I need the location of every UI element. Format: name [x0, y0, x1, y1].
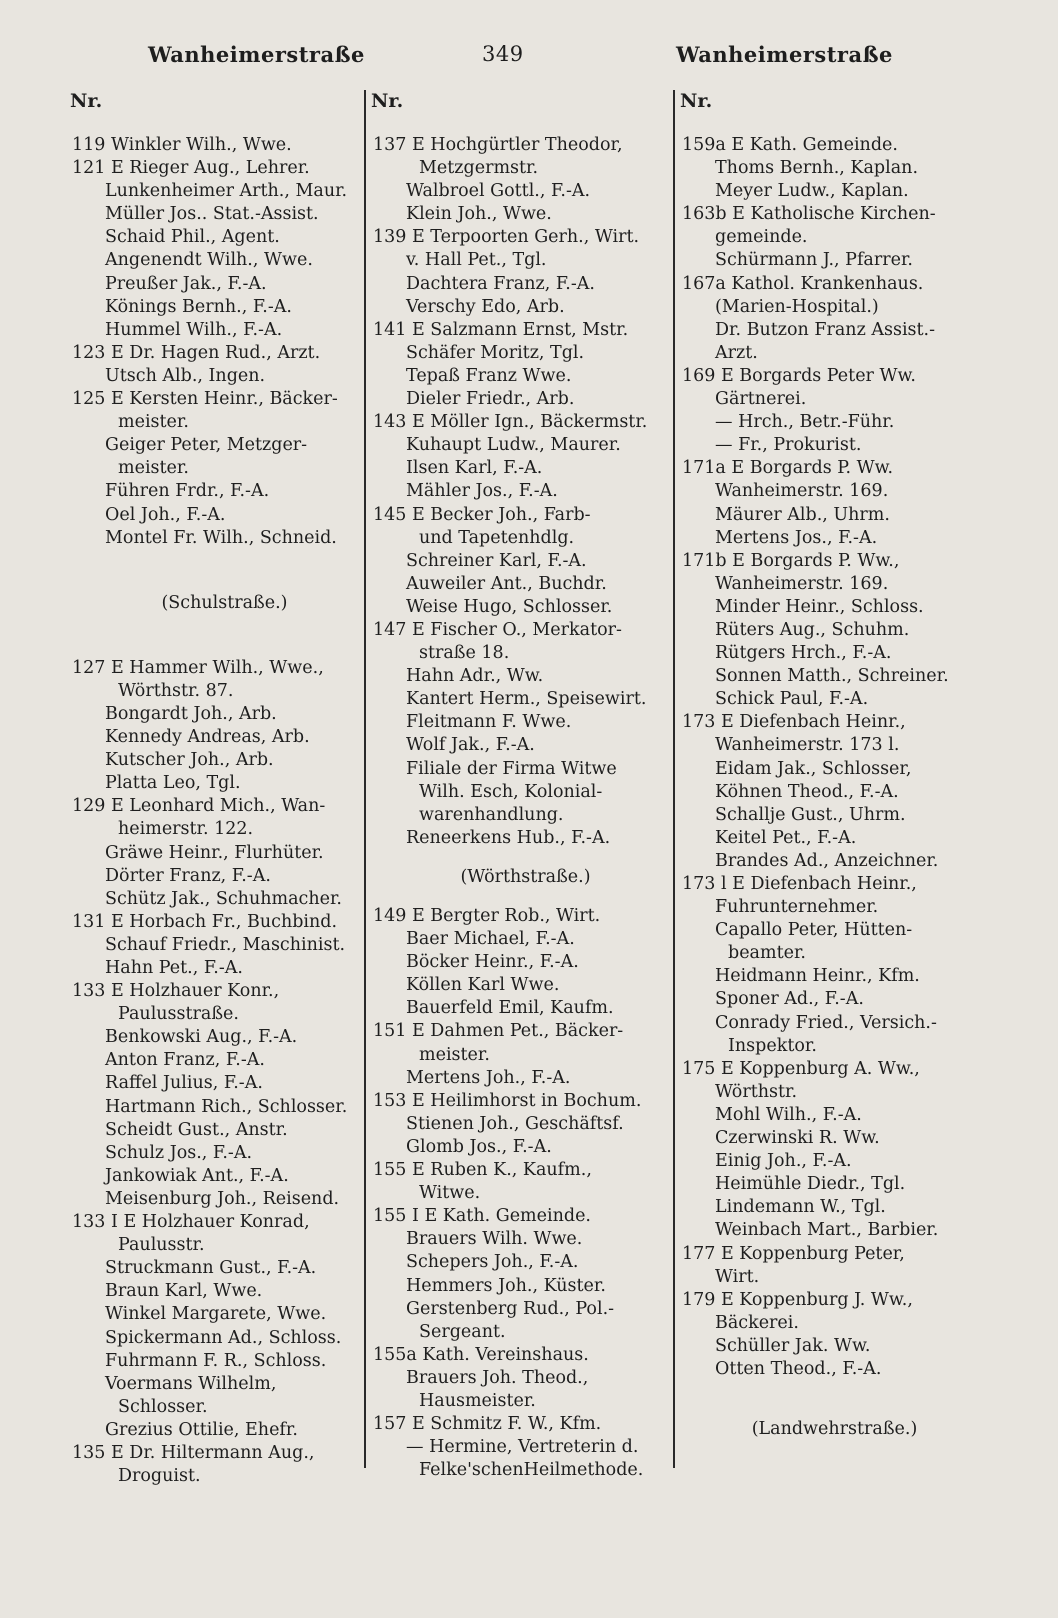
column-number-label: Nr.: [371, 90, 404, 112]
directory-entry: 179 E Koppenburg J. Ww.,: [682, 1289, 913, 1310]
directory-entry: Voermans Wilhelm,: [105, 1373, 277, 1394]
directory-entry: Eidam Jak., Schlosser,: [715, 758, 912, 779]
directory-entry: 155 E Ruben K., Kaufm.,: [373, 1160, 592, 1181]
directory-entry: 133 I E Holzhauer Konrad,: [72, 1212, 310, 1233]
directory-entry: Conrady Fried., Versich.-: [715, 1012, 937, 1033]
directory-entry: Bongardt Joh., Arb.: [105, 703, 277, 724]
directory-entry: Dr. Butzon Franz Assist.-: [715, 319, 936, 340]
directory-entry: Schaid Phil., Agent.: [105, 227, 280, 248]
entry-continuation: Hausmeister.: [419, 1390, 536, 1411]
directory-entry: Hummel Wilh., F.-A.: [105, 319, 283, 340]
directory-entry: — Fr., Prokurist.: [715, 435, 862, 456]
street-heading: (Schulstraße.): [161, 592, 288, 613]
directory-entry: Hahn Adr., Ww.: [406, 666, 544, 687]
directory-entry: Grezius Ottilie, Ehefr.: [105, 1419, 298, 1440]
column-2: [373, 88, 658, 1482]
directory-entry: Brauers Wilh. Wwe.: [406, 1229, 583, 1250]
directory-entry: v. Hall Pet., Tgl.: [406, 250, 547, 271]
directory-entry: Oel Joh., F.-A.: [105, 504, 226, 525]
directory-entry: 169 E Borgards Peter Ww.: [682, 365, 916, 386]
entry-continuation: Inspektor.: [728, 1035, 817, 1056]
directory-entry: 171a E Borgards P. Ww.: [682, 458, 894, 479]
directory-entry: Kennedy Andreas, Arb.: [105, 727, 310, 748]
directory-entry: 149 E Bergter Rob., Wirt.: [373, 906, 601, 926]
directory-entry: — Hermine, Vertreterin d.: [406, 1437, 639, 1458]
directory-entry: Schauf Friedr., Maschinist.: [105, 934, 346, 955]
directory-entry: — Hrch., Betr.-Führ.: [715, 412, 895, 433]
directory-entry: Bäckerei.: [715, 1312, 799, 1333]
directory-entry: Filiale der Firma Witwe: [406, 758, 617, 779]
column-3: [682, 88, 967, 1441]
directory-entry: 137 E Hochgürtler Theodor,: [373, 135, 623, 155]
directory-entry: Struckmann Gust., F.-A.: [105, 1258, 317, 1279]
entry-continuation: Felke'schenHeilmethode.: [419, 1460, 644, 1481]
directory-entry: Heimühle Diedr., Tgl.: [715, 1174, 906, 1195]
directory-entry: Müller Jos.. Stat.-Assist.: [105, 204, 319, 225]
directory-entry: Capallo Peter, Hütten-: [715, 920, 913, 941]
directory-entry: Stienen Joh., Geschäftsf.: [406, 1113, 624, 1134]
directory-entry: 155a Kath. Vereinshaus.: [373, 1344, 589, 1365]
directory-entry: Dachtera Franz, F.-A.: [406, 273, 595, 294]
directory-entry: Mertens Jos., F.-A.: [715, 527, 878, 548]
directory-entry: Bauerfeld Emil, Kaufm.: [406, 998, 614, 1019]
directory-entry: 157 E Schmitz F. W., Kfm.: [373, 1414, 602, 1435]
directory-entry: Einig Joh., F.-A.: [715, 1151, 852, 1172]
directory-entry: Hemmers Joh., Küster.: [406, 1275, 606, 1296]
directory-entry: 143 E Möller Ign., Bäckermstr.: [373, 412, 648, 433]
directory-entry: Arzt.: [715, 342, 758, 363]
directory-entry: Walbroel Gottl., F.-A.: [406, 181, 591, 202]
directory-entry: Schüller Jak. Ww.: [715, 1335, 871, 1356]
entry-continuation: Witwe.: [419, 1183, 481, 1204]
directory-entry: 141 E Salzmann Ernst, Mstr.: [373, 319, 629, 340]
directory-entry: Köhnen Theod., F.-A.: [715, 781, 899, 802]
directory-entry: 159a E Kath. Gemeinde.: [682, 135, 898, 155]
directory-entry: gemeinde.: [715, 227, 808, 248]
column-number-label: Nr.: [680, 90, 713, 112]
column-number-label: Nr.: [70, 90, 103, 112]
directory-entry: Rütgers Hrch., F.-A.: [715, 643, 892, 664]
spacer: [682, 1381, 967, 1418]
directory-entry: 133 E Holzhauer Konr.,: [72, 981, 280, 1002]
entry-continuation: Wilh. Esch, Kolonial-: [419, 781, 603, 802]
directory-entry: Ilsen Karl, F.-A.: [406, 458, 543, 479]
directory-entry: Sponer Ad., F.-A.: [715, 989, 864, 1010]
directory-entry: Raffel Julius, F.-A.: [105, 1073, 263, 1094]
directory-entry: 167a Kathol. Krankenhaus.: [682, 273, 924, 294]
directory-entry: Czerwinski R. Ww.: [715, 1128, 880, 1149]
directory-entry: Mähler Jos., F.-A.: [406, 481, 558, 502]
directory-entry: Lindemann W., Tgl.: [715, 1197, 886, 1218]
directory-entry: 171b E Borgards P. Ww.,: [682, 550, 900, 571]
entry-continuation: Paulusstraße.: [118, 1004, 239, 1025]
directory-entry: Kutscher Joh., Arb.: [105, 750, 274, 771]
directory-entry: Schulz Jos., F.-A.: [105, 1142, 253, 1163]
directory-entry: Meisenburg Joh., Reisend.: [105, 1188, 340, 1209]
directory-entry: Gräwe Heinr., Flurhüter.: [105, 842, 324, 863]
entry-continuation: und Tapetenhdlg.: [419, 527, 575, 548]
directory-entry: 153 E Heilimhorst in Bochum.: [373, 1090, 642, 1111]
street-heading: (Landwehrstraße.): [751, 1419, 918, 1440]
directory-entry: Gärtnerei.: [715, 389, 807, 410]
directory-entry: 151 E Dahmen Pet., Bäcker-: [373, 1021, 624, 1042]
directory-entry: 173 E Diefenbach Heinr.,: [682, 712, 906, 733]
running-head-right: Wanheimerstraße: [676, 42, 893, 67]
directory-entry: Weise Hugo, Schlosser.: [406, 596, 613, 617]
entry-continuation: heimerstr. 122.: [118, 819, 254, 840]
page-number: 349: [482, 42, 524, 66]
directory-entry: Wanheimerstr. 169.: [715, 573, 889, 594]
directory-entry: Angenendt Wilh., Wwe.: [105, 250, 313, 271]
directory-entry: Böcker Heinr., F.-A.: [406, 952, 579, 973]
directory-entry: Lunkenheimer Arth., Maur.: [105, 181, 348, 202]
directory-entry: Jankowiak Ant., F.-A.: [105, 1165, 289, 1186]
directory-entry: Schütz Jak., Schuhmacher.: [105, 888, 342, 909]
spacer: [72, 550, 357, 592]
directory-entry: Klein Joh., Wwe.: [406, 204, 552, 225]
entry-continuation: beamter.: [728, 943, 806, 964]
directory-entry: Scheidt Gust., Anstr.: [105, 1119, 288, 1140]
directory-entry: Geiger Peter, Metzger-: [105, 435, 308, 456]
spacer: [373, 850, 658, 866]
directory-entry: 127 E Hammer Wilh., Wwe.,: [72, 657, 324, 678]
entry-continuation: meister.: [118, 458, 189, 479]
directory-entry: Könings Bernh., F.-A.: [105, 296, 292, 317]
directory-entry: Weinbach Mart., Barbier.: [715, 1220, 939, 1241]
directory-entry: 129 E Leonhard Mich., Wan-: [72, 796, 326, 817]
directory-entry: 163b E Katholische Kirchen-: [682, 204, 936, 225]
directory-entry: 135 E Dr. Hiltermann Aug.,: [72, 1442, 315, 1463]
directory-entry: Schäfer Moritz, Tgl.: [406, 342, 585, 363]
directory-entry: Hahn Pet., F.-A.: [105, 958, 243, 978]
directory-entry: Mohl Wilh., F.-A.: [715, 1104, 862, 1125]
street-heading: (Wörthstraße.): [460, 866, 591, 887]
entry-continuation: warenhandlung.: [419, 804, 564, 825]
directory-entry: 175 E Koppenburg A. Ww.,: [682, 1058, 920, 1079]
directory-entry: Keitel Pet., F.-A.: [715, 827, 857, 848]
entry-continuation: meister.: [419, 1044, 490, 1065]
directory-entry: Reneerkens Hub., F.-A.: [406, 827, 611, 848]
directory-entry: Verschy Edo, Arb.: [406, 296, 565, 317]
directory-entry: Anton Franz, F.-A.: [105, 1050, 265, 1071]
directory-entry: 121 E Rieger Aug., Lehrer.: [72, 158, 310, 179]
column-1: [72, 88, 357, 1488]
directory-entry: 119 Winkler Wilh., Wwe.: [72, 135, 292, 155]
directory-entry: 173 l E Diefenbach Heinr.,: [682, 874, 917, 894]
directory-entry: Auweiler Ant., Buchdr.: [406, 573, 607, 594]
directory-entry: Kantert Herm., Speisewirt.: [406, 689, 647, 710]
directory-entry: Otten Theod., F.-A.: [715, 1358, 882, 1379]
directory-entry: Utsch Alb., Ingen.: [105, 365, 266, 386]
directory-entry: Schick Paul, F.-A.: [715, 689, 869, 710]
directory-entry: Baer Michael, F.-A.: [406, 929, 575, 950]
directory-entry: (Marien-Hospital.): [715, 296, 879, 317]
directory-entry: Fuhrunternehmer.: [715, 897, 879, 918]
directory-entry: Dörter Franz, F.-A.: [105, 865, 271, 886]
directory-entry: Brauers Joh. Theod.,: [406, 1367, 589, 1388]
entry-continuation: meister.: [118, 412, 189, 433]
directory-entry: Mäurer Alb., Uhrm.: [715, 504, 890, 525]
directory-entry: Köllen Karl Wwe.: [406, 975, 560, 996]
directory-entry: Wanheimerstr. 169.: [715, 481, 889, 502]
entry-continuation: straße 18.: [419, 643, 510, 664]
directory-entry: Glomb Jos., F.-A.: [406, 1136, 552, 1157]
directory-entry: Heidmann Heinr., Kfm.: [715, 966, 920, 987]
directory-entry: 123 E Dr. Hagen Rud., Arzt.: [72, 342, 321, 363]
directory-entry: Wörthstr.: [715, 1081, 798, 1102]
directory-entry: Kuhaupt Ludw., Maurer.: [406, 435, 621, 456]
directory-entry: Benkowski Aug., F.-A.: [105, 1027, 298, 1048]
directory-entry: 131 E Horbach Fr., Buchbind.: [72, 911, 338, 932]
directory-entry: Fuhrmann F. R., Schloss.: [105, 1350, 327, 1371]
spacer: [72, 615, 357, 657]
column-divider: [364, 90, 366, 1468]
spacer: [373, 889, 658, 905]
directory-entry: Preußer Jak., F.-A.: [105, 273, 267, 294]
directory-entry: Schallje Gust., Uhrm.: [715, 804, 906, 825]
directory-entry: Spickermann Ad., Schloss.: [105, 1327, 342, 1348]
directory-entry: 147 E Fischer O., Merkator-: [373, 619, 622, 640]
directory-entry: Mertens Joh., F.-A.: [406, 1067, 571, 1088]
directory-entry: Gerstenberg Rud., Pol.-: [406, 1298, 615, 1319]
directory-entry: Sonnen Matth., Schreiner.: [715, 666, 949, 687]
entry-continuation: Wörthstr. 87.: [118, 680, 234, 701]
directory-entry: Winkel Margarete, Wwe.: [105, 1304, 327, 1325]
directory-entry: Minder Heinr., Schloss.: [715, 596, 924, 617]
entry-continuation: Schlosser.: [118, 1396, 208, 1417]
directory-entry: Thoms Bernh., Kaplan.: [715, 158, 919, 179]
directory-entry: Tepaß Franz Wwe.: [406, 365, 572, 386]
directory-entry: Schreiner Karl, F.-A.: [406, 550, 587, 571]
directory-entry: Braun Karl, Wwe.: [105, 1281, 263, 1302]
directory-entry: Montel Fr. Wilh., Schneid.: [105, 527, 337, 548]
entry-continuation: Metzgermstr.: [419, 158, 539, 179]
directory-entry: Platta Leo, Tgl.: [105, 773, 241, 794]
directory-entry: 177 E Koppenburg Peter,: [682, 1243, 905, 1264]
directory-entry: 125 E Kersten Heinr., Bäcker-: [72, 389, 338, 410]
directory-entry: Brandes Ad., Anzeichner.: [715, 850, 939, 871]
directory-entry: Wanheimerstr. 173 l.: [715, 735, 900, 756]
directory-entry: 155 I E Kath. Gemeinde.: [373, 1206, 591, 1227]
entry-continuation: Paulusstr.: [118, 1235, 205, 1256]
directory-entry: 139 E Terpoorten Gerh., Wirt.: [373, 227, 640, 248]
directory-entry: Wirt.: [715, 1266, 760, 1287]
entry-continuation: Droguist.: [118, 1466, 201, 1487]
directory-entry: Dieler Friedr., Arb.: [406, 389, 575, 410]
directory-entry: Wolf Jak., F.-A.: [406, 735, 535, 756]
entry-continuation: Sergeant.: [419, 1321, 506, 1342]
directory-entry: Meyer Ludw., Kaplan.: [715, 181, 909, 202]
directory-entry: Schepers Joh., F.-A.: [406, 1252, 579, 1273]
running-head-left: Wanheimerstraße: [148, 42, 365, 67]
directory-entry: Hartmann Rich., Schlosser.: [105, 1096, 348, 1117]
directory-entry: Führen Frdr., F.-A.: [105, 481, 270, 502]
directory-entry: 145 E Becker Joh., Farb-: [373, 504, 591, 525]
column-divider: [673, 90, 675, 1468]
directory-entry: Fleitmann F. Wwe.: [406, 712, 572, 733]
directory-entry: Schürmann J., Pfarrer.: [715, 250, 913, 271]
directory-entry: Rüters Aug., Schuhm.: [715, 619, 910, 640]
